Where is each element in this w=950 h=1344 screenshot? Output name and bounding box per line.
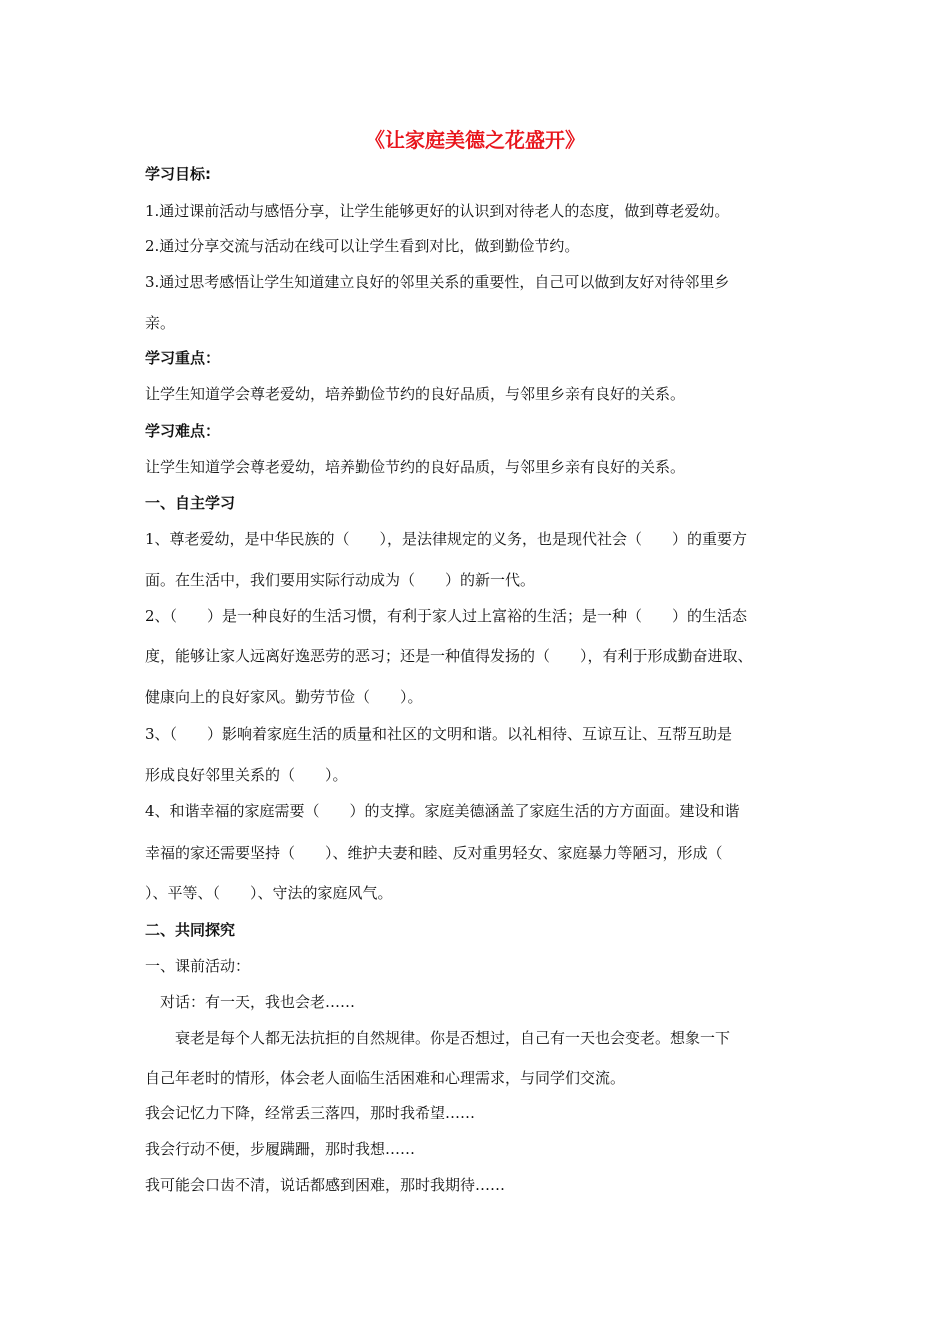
section2-line: 我会行动不便，步履蹒跚，那时我想…… xyxy=(145,1140,416,1158)
difficulties-heading: 学习难点： xyxy=(145,422,221,440)
section1-line: 1、尊老爱幼，是中华民族的（ ），是法律规定的义务，也是现代社会（ ）的重要方 xyxy=(145,530,748,548)
document-title: 《让家庭美德之花盛开》 xyxy=(365,128,585,152)
section2-line: 一、课前活动： xyxy=(145,957,251,975)
section2-line: 对话：有一天，我也会老…… xyxy=(145,993,356,1011)
section2-line: 我会记忆力下降，经常丢三落四，那时我希望…… xyxy=(145,1104,476,1122)
section1-line: 面。在生活中，我们要用实际行动成为（ ）的新一代。 xyxy=(145,571,536,589)
objective-line: 2.通过分享交流与活动在线可以让学生看到对比，做到勤俭节约。 xyxy=(145,237,580,255)
section1-line: 度，能够让家人远离好逸恶劳的恶习；还是一种值得发扬的（ ），有利于形成勤奋进取、 xyxy=(145,647,753,665)
section1-line: ）、平等、（ ）、守法的家庭风气。 xyxy=(145,884,393,902)
section1-heading: 一、自主学习 xyxy=(145,494,236,512)
section1-line: 3、（ ）影响着家庭生活的质量和社区的文明和谐。以礼相待、互谅互让、互帮互助是 xyxy=(145,725,733,743)
section1-line: 幸福的家还需要坚持（ ）、维护夫妻和睦、反对重男轻女、家庭暴力等陋习，形成（ xyxy=(145,844,723,862)
objectives-heading: 学习目标: xyxy=(145,165,211,183)
key-points-text: 让学生知道学会尊老爱幼，培养勤俭节约的良好品质，与邻里乡亲有良好的关系。 xyxy=(145,385,686,403)
objective-line: 1.通过课前活动与感悟分享，让学生能够更好的认识到对待老人的态度，做到尊老爱幼。 xyxy=(145,202,730,220)
section2-heading: 二、共同探究 xyxy=(145,921,236,939)
section1-line: 形成良好邻里关系的（ ）。 xyxy=(145,766,348,784)
objective-line: 3.通过思考感悟让学生知道建立良好的邻里关系的重要性，自己可以做到友好对待邻里乡 xyxy=(145,273,730,291)
section1-line: 健康向上的良好家风。勤劳节俭（ ）。 xyxy=(145,688,423,706)
section2-line: 我可能会口齿不清，说话都感到困难，那时我期待…… xyxy=(145,1176,506,1194)
difficulties-text: 让学生知道学会尊老爱幼，培养勤俭节约的良好品质，与邻里乡亲有良好的关系。 xyxy=(145,458,686,476)
section2-line: 自己年老时的情形，体会老人面临生活困难和心理需求，与同学们交流。 xyxy=(145,1069,626,1087)
objective-line: 亲。 xyxy=(145,314,176,332)
section1-line: 4、和谐幸福的家庭需要（ ）的支撑。家庭美德涵盖了家庭生活的方方面面。建设和谐 xyxy=(145,802,740,820)
section1-line: 2、（ ）是一种良好的生活习惯，有利于家人过上富裕的生活；是一种（ ）的生活态 xyxy=(145,607,748,625)
section2-line: 衰老是每个人都无法抗拒的自然规律。你是否想过，自己有一天也会变老。想象一下 xyxy=(145,1029,731,1047)
key-points-heading: 学习重点： xyxy=(145,349,221,367)
